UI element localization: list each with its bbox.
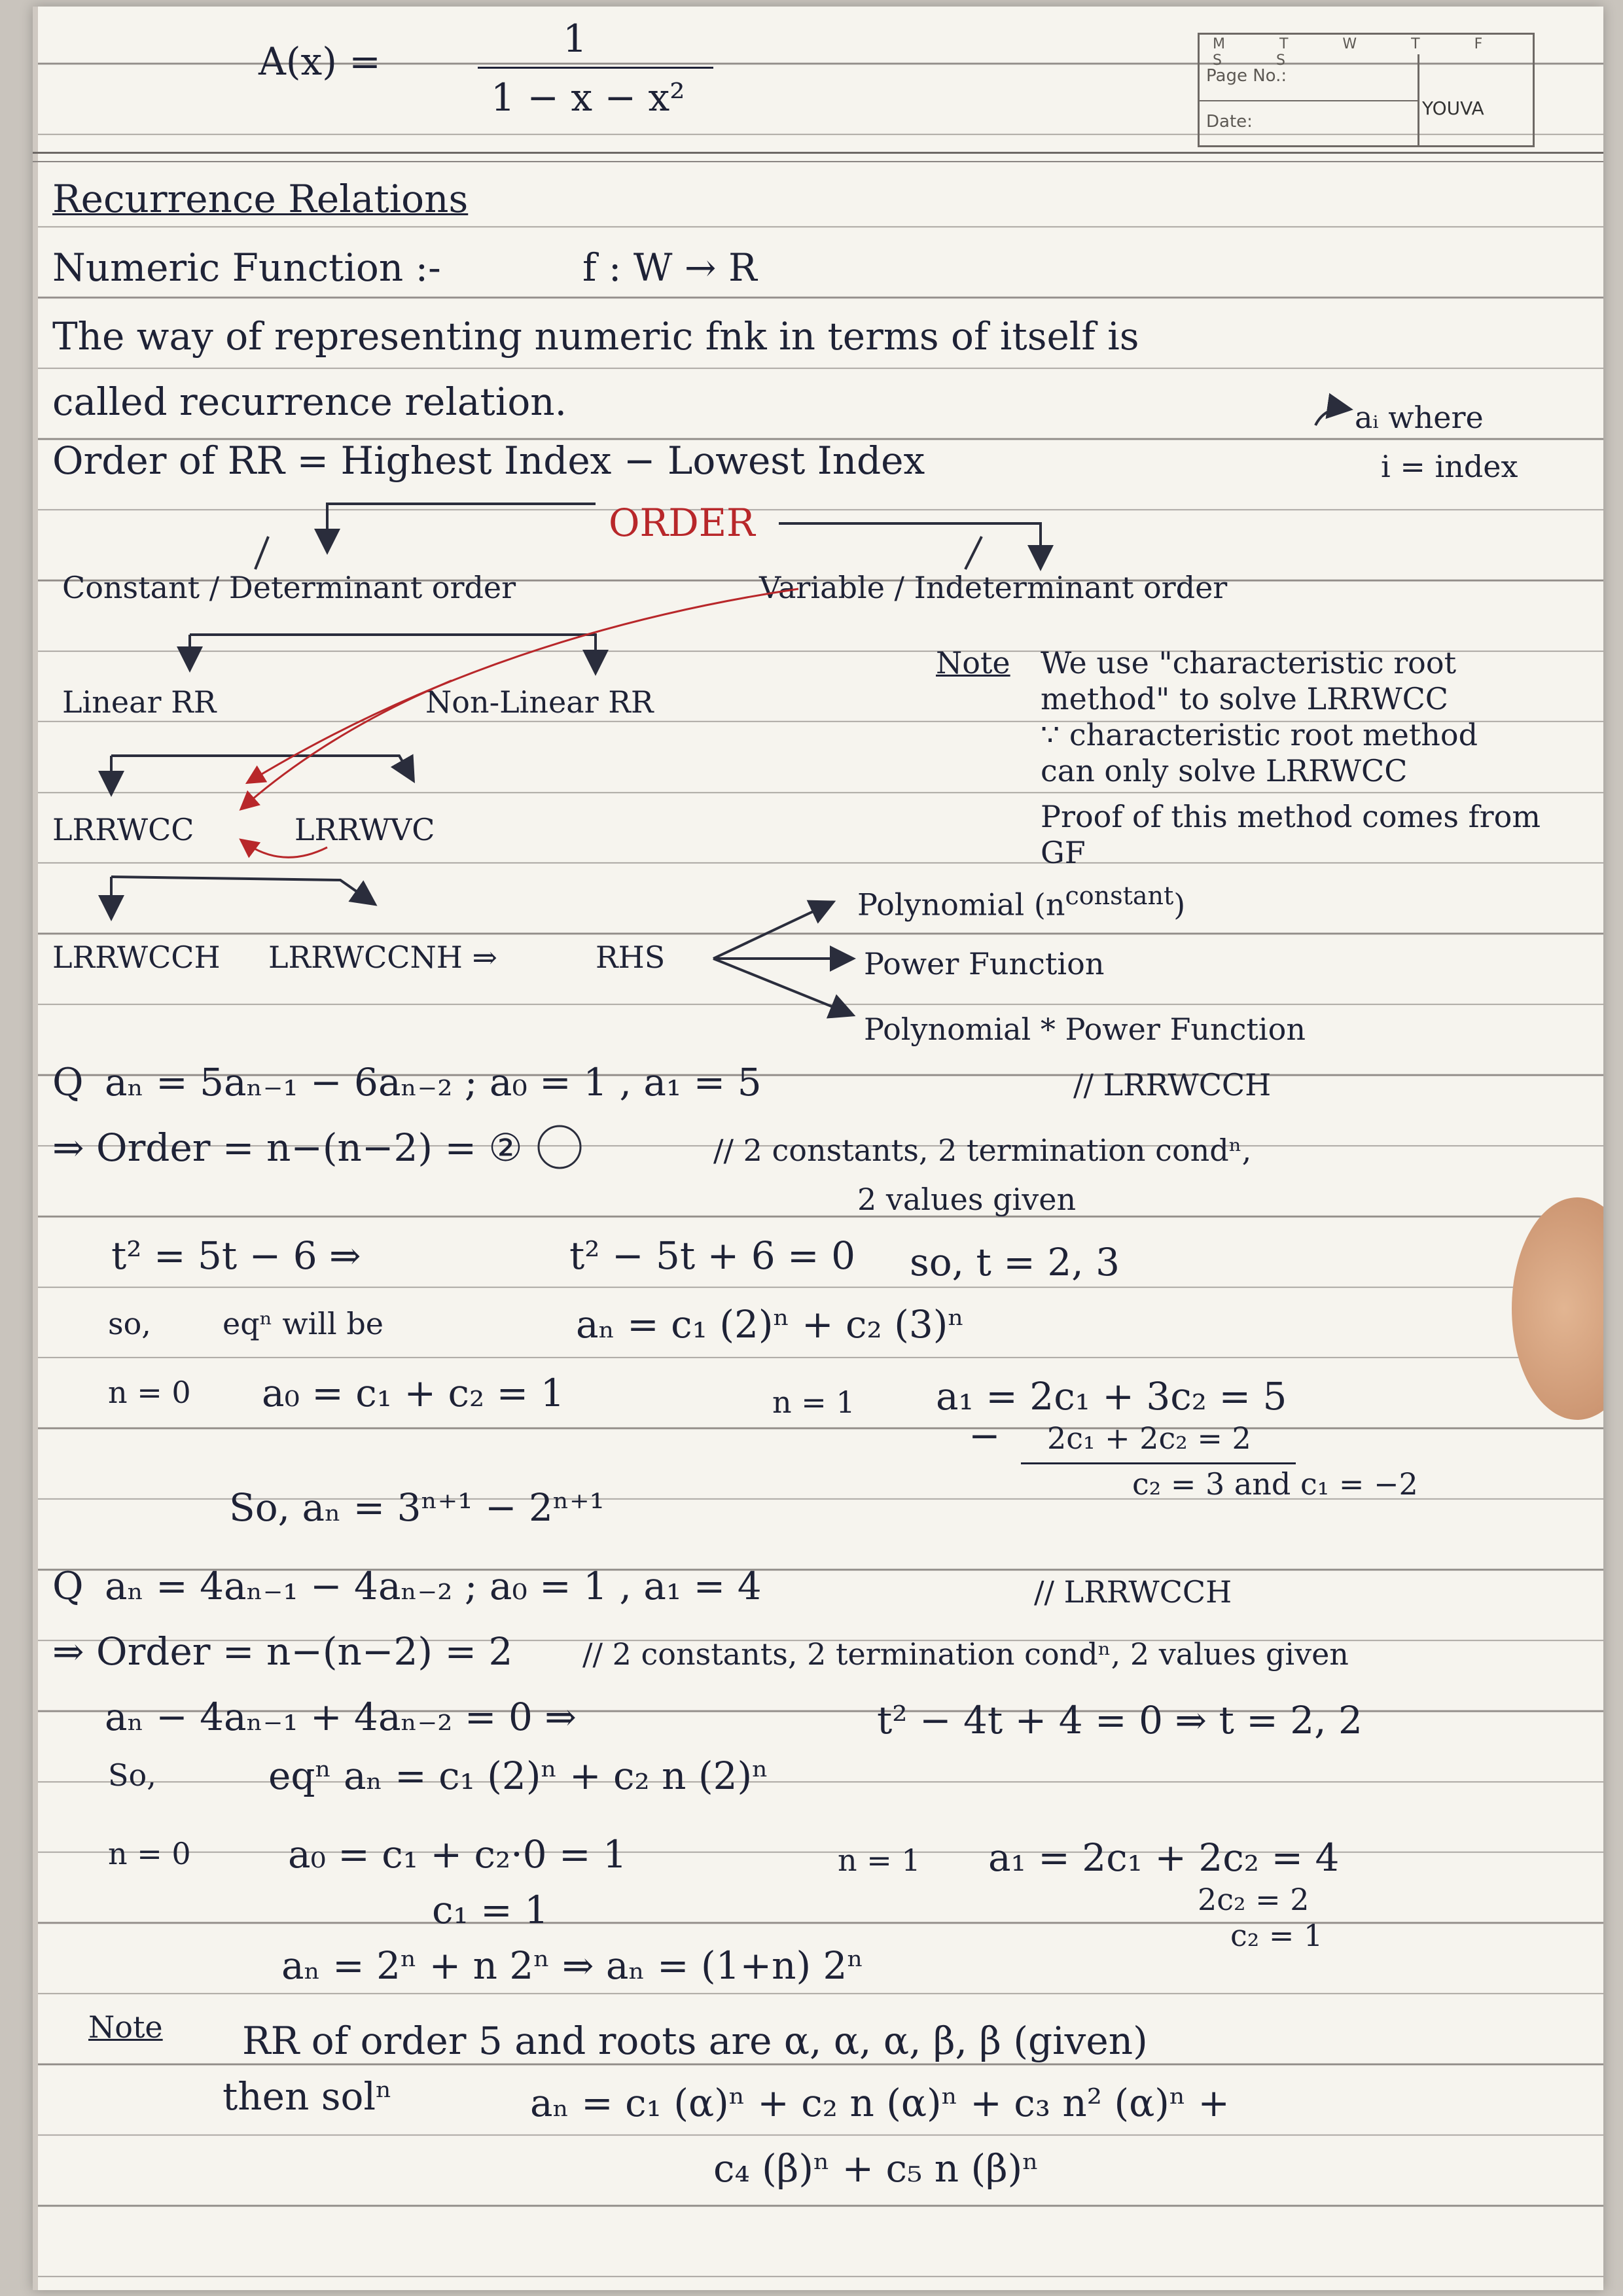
example-1-characteristic-2: t² − 5t + 6 = 0: [569, 1233, 855, 1278]
example-1-order: ⇒ Order = n−(n−2) = ②: [52, 1125, 523, 1170]
arrow-to-nonlinear: [190, 635, 596, 671]
section-title: Recurrence Relations: [52, 177, 469, 221]
nonlinear-rr-node: Non-Linear RR: [425, 684, 654, 720]
arrow-to-poly-power: [713, 959, 851, 1014]
example-2-c2: c₂ = 1: [1230, 1918, 1323, 1953]
example-2-tag: // LRRWCCH: [1034, 1574, 1232, 1610]
circled-order: [539, 1126, 580, 1168]
red-arrow-variable-to-lrrwcc: [249, 589, 798, 782]
red-arrow-nonlinear-to-lrrwcc: [242, 680, 452, 808]
slash-constant: [255, 537, 268, 569]
ai-note-line-2: i = index: [1381, 449, 1518, 484]
example-2-equation: aₙ = 4aₙ₋₁ − 4aₙ₋₂ ; a₀ = 1 , a₁ = 4: [105, 1564, 762, 1608]
example-1-constants: c₂ = 3 and c₁ = −2: [1132, 1466, 1418, 1502]
note-2-line-3: c₄ (β)ⁿ + c₅ n (β)ⁿ: [713, 2146, 1039, 2191]
lrrwvc-node: LRRWVC: [294, 812, 435, 847]
brand-logo: YOUVA: [1422, 97, 1484, 119]
example-1-order-note-2: 2 values given: [857, 1182, 1077, 1217]
example-1-eqn-label: eqⁿ will be: [223, 1306, 383, 1341]
example-2-general-solution: eqⁿ aₙ = c₁ (2)ⁿ + c₂ n (2)ⁿ: [268, 1754, 769, 1798]
example-1-characteristic: t² = 5t − 6 ⇒: [111, 1233, 361, 1278]
lrrwccnh-node: LRRWCCNH ⇒: [268, 940, 498, 975]
example-2-result: aₙ = 2ⁿ + n 2ⁿ ⇒ aₙ = (1+n) 2ⁿ: [281, 1943, 864, 1988]
poly-power-node: Polynomial * Power Function: [864, 1012, 1306, 1047]
page-no-label: Page No.:: [1206, 66, 1287, 86]
definition-line-1: The way of representing numeric fnk in terms of itself is: [52, 314, 1139, 359]
example-2-c1: c₁ = 1: [432, 1888, 549, 1932]
arrow-to-lrrwccnh: [111, 877, 373, 903]
order-branch-left: [327, 504, 596, 546]
order-node: ORDER: [609, 501, 755, 545]
lrrwcch-node: LRRWCCH: [52, 940, 221, 975]
note-1-line-1: We use "characteristic root: [1041, 645, 1457, 680]
example-1-minus: −: [969, 1413, 1001, 1458]
example-2-order: ⇒ Order = n−(n−2) = 2: [52, 1629, 513, 1674]
example-1-order-note: // 2 constants, 2 termination condⁿ,: [713, 1133, 1252, 1168]
example-2-marker: Q: [52, 1564, 84, 1608]
example-1-n0: n = 0: [108, 1375, 191, 1410]
arrow-to-variable: [779, 523, 1041, 566]
header-formula-numerator: 1: [563, 16, 587, 61]
note-1-line-4: can only solve LRRWCC: [1041, 753, 1408, 788]
example-1-result: So, aₙ = 3ⁿ⁺¹ − 2ⁿ⁺¹: [229, 1485, 605, 1530]
date-label: Date:: [1206, 112, 1253, 132]
notebook-page: [33, 7, 1603, 2290]
example-1-a1: a₁ = 2c₁ + 3c₂ = 5: [936, 1374, 1287, 1419]
example-1-equation: aₙ = 5aₙ₋₁ − 6aₙ₋₂ ; a₀ = 1 , a₁ = 5: [105, 1060, 762, 1104]
example-2-characteristic: aₙ − 4aₙ₋₁ + 4aₙ₋₂ = 0 ⇒: [105, 1695, 577, 1739]
polynomial-sup: constant: [1065, 881, 1174, 910]
variable-order-node: Variable / Indeterminant order: [759, 570, 1228, 605]
arrow-to-lrrwvc: [111, 756, 412, 779]
example-1-roots: so, t = 2, 3: [910, 1240, 1120, 1284]
example-2-n0: n = 0: [108, 1836, 191, 1871]
note-2-line-1: RR of order 5 and roots are α, α, α, β, β (given): [242, 2019, 1148, 2063]
example-1-n1: n = 1: [772, 1385, 855, 1420]
note-1-line-5: Proof of this method comes from: [1041, 799, 1541, 834]
example-1-so: so,: [108, 1306, 151, 1341]
polynomial-text: Polynomial (n: [857, 887, 1065, 923]
example-2-a0: a₀ = c₁ + c₂·0 = 1: [288, 1832, 627, 1877]
numeric-function-label: Numeric Function :-: [52, 245, 441, 290]
polynomial-close: ): [1173, 887, 1186, 923]
note-2-label: Note: [88, 2009, 163, 2045]
example-2-order-note: // 2 constants, 2 termination condⁿ, 2 values given: [582, 1636, 1349, 1672]
arrow-to-ai-note: [1315, 408, 1348, 425]
note-1-line-2: method" to solve LRRWCC: [1041, 681, 1448, 716]
note-1-label: Note: [936, 645, 1010, 680]
note-1-line-6: GF: [1041, 835, 1086, 870]
example-2-characteristic-2: t² − 4t + 4 = 0 ⇒ t = 2, 2: [877, 1698, 1363, 1742]
example-1-marker: Q: [52, 1060, 84, 1104]
example-1-a0: a₀ = c₁ + c₂ = 1: [262, 1371, 565, 1415]
example-1-general-solution: aₙ = c₁ (2)ⁿ + c₂ (3)ⁿ: [576, 1302, 965, 1347]
note-2-line-2b: aₙ = c₁ (α)ⁿ + c₂ n (α)ⁿ + c₃ n² (α)ⁿ +: [530, 2081, 1230, 2125]
weekday-letters: M T W T F S S: [1213, 36, 1508, 69]
ai-note-line-1: aᵢ where: [1355, 400, 1484, 435]
lrrwcc-node: LRRWCC: [52, 812, 194, 847]
slash-variable: [965, 537, 982, 569]
example-1-a1-b: 2c₁ + 2c₂ = 2: [1047, 1421, 1251, 1456]
order-definition: Order of RR = Highest Index − Lowest Index: [52, 438, 925, 483]
example-1-tag: // LRRWCCH: [1073, 1067, 1272, 1103]
red-arrow-lrrwvc-to-lrrwcc: [242, 841, 327, 857]
example-2-so: So,: [108, 1757, 156, 1793]
constant-order-node: Constant / Determinant order: [62, 570, 516, 605]
arrow-to-polynomial: [713, 903, 831, 959]
note-1-line-3: ∵ characteristic root method: [1041, 717, 1478, 752]
linear-rr-node: Linear RR: [62, 684, 217, 720]
example-2-a1: a₁ = 2c₁ + 2c₂ = 4: [988, 1835, 1340, 1880]
mapping-text: f : W → R: [582, 245, 757, 290]
header-formula-denominator: 1 − x − x²: [491, 75, 685, 120]
power-function-node: Power Function: [864, 946, 1105, 981]
header-formula-lhs: A(x) =: [259, 39, 381, 84]
example-2-n1: n = 1: [838, 1843, 921, 1878]
note-2-line-2a: then solⁿ: [223, 2074, 393, 2119]
example-2-a1-b: 2c₂ = 2: [1198, 1882, 1310, 1917]
definition-line-2: called recurrence relation.: [52, 380, 567, 424]
diagram-arrows: [33, 7, 1603, 2290]
rhs-node: RHS: [596, 940, 666, 975]
